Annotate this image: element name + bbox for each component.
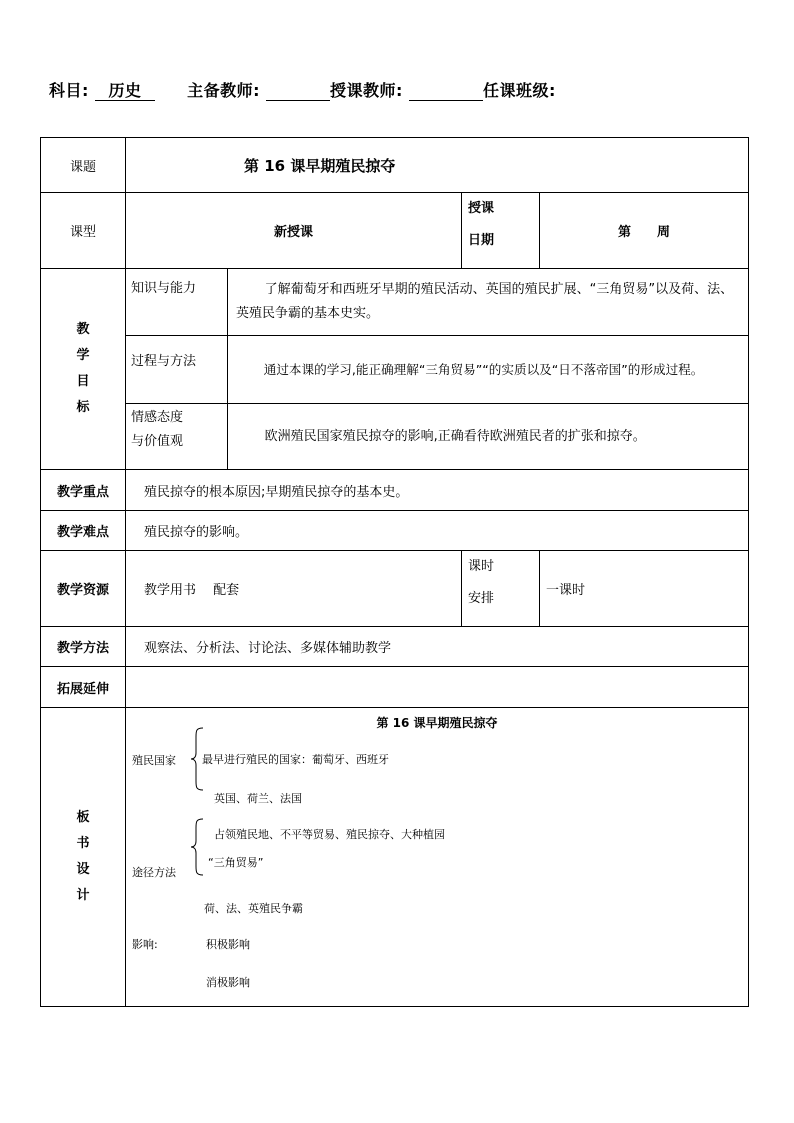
teacher-blank bbox=[409, 82, 483, 101]
type-label: 课型 bbox=[41, 193, 126, 269]
date-label-line2: 日期 bbox=[468, 233, 495, 248]
goal-text-knowledge: 了解葡萄牙和西班牙早期的殖民活动、英国的殖民扩展、“三角贸易”以及荷、法、英殖民争霸的基本史实。 bbox=[228, 269, 749, 336]
method-value: 观察法、分析法、讨论法、多媒体辅助教学 bbox=[126, 627, 749, 667]
title-value: 第 16 课早期殖民掠夺 bbox=[126, 138, 749, 193]
difficulty-label: 教学难点 bbox=[41, 511, 126, 551]
board-label-char: 设 bbox=[76, 862, 90, 877]
row-goal-2 bbox=[41, 336, 749, 404]
board-title: 第 16 课早期殖民掠夺 bbox=[376, 716, 498, 730]
row-resources bbox=[41, 551, 749, 627]
class-label: 任课班级: bbox=[483, 81, 556, 100]
row-extension bbox=[41, 667, 749, 708]
goal-label-knowledge: 知识与能力 bbox=[126, 269, 228, 336]
goal-label-process: 过程与方法 bbox=[126, 336, 228, 404]
key-label: 教学重点 bbox=[41, 470, 126, 511]
row-key bbox=[41, 470, 749, 511]
board-design-cell bbox=[126, 708, 749, 1007]
goal-text-process: 通过本课的学习,能正确理解“三角贸易”“的实质以及“日不落帝国”的形成过程。 bbox=[228, 336, 749, 404]
board-label bbox=[41, 708, 126, 1007]
impact-positive: 积极影响 bbox=[206, 938, 250, 951]
means-line2: “三角贸易” bbox=[208, 856, 264, 869]
key-value: 殖民掠夺的根本原因;早期殖民掠夺的基本史。 bbox=[126, 470, 749, 511]
extension-value bbox=[126, 667, 749, 708]
goal-label-emotion-line1: 情感态度 bbox=[131, 410, 184, 425]
means-label: 途径方法 bbox=[132, 866, 176, 879]
board-label-char: 计 bbox=[76, 888, 90, 903]
lead-teacher-label: 主备教师: bbox=[187, 81, 260, 100]
row-goal-1 bbox=[41, 269, 749, 336]
row-type bbox=[41, 193, 749, 269]
goals-label-char: 学 bbox=[76, 348, 90, 363]
board-label-char: 书 bbox=[76, 836, 90, 851]
row-goal-3 bbox=[41, 404, 749, 470]
hours-label bbox=[462, 551, 540, 627]
impact-negative: 消极影响 bbox=[206, 976, 250, 989]
resources-label: 教学资源 bbox=[41, 551, 126, 627]
extension-label: 拓展延伸 bbox=[41, 667, 126, 708]
goals-label bbox=[41, 269, 126, 470]
hours-label-line1: 课时 bbox=[468, 559, 495, 574]
date-label-line1: 授课 bbox=[468, 201, 495, 216]
goal-label-emotion-line2: 与价值观 bbox=[131, 434, 184, 449]
hours-value: 一课时 bbox=[540, 551, 749, 627]
type-value: 新授课 bbox=[126, 193, 462, 269]
rivalry: 荷、法、英殖民争霸 bbox=[204, 902, 303, 915]
document-header bbox=[49, 78, 556, 101]
goals-label-char: 目 bbox=[76, 374, 90, 389]
goal-label-emotion bbox=[126, 404, 228, 470]
method-label: 教学方法 bbox=[41, 627, 126, 667]
colonial-label: 殖民国家 bbox=[132, 754, 176, 767]
goals-label-char: 教 bbox=[76, 322, 90, 337]
colonial-line1: 最早进行殖民的国家：葡萄牙、西班牙 bbox=[202, 753, 389, 766]
row-difficulty bbox=[41, 511, 749, 551]
subject-value: 历史 bbox=[95, 82, 155, 101]
title-label: 课题 bbox=[41, 138, 126, 193]
row-board bbox=[41, 708, 749, 1007]
hours-label-line2: 安排 bbox=[468, 591, 495, 606]
lesson-plan-table bbox=[40, 137, 749, 1007]
impact-label: 影响: bbox=[132, 938, 158, 951]
lead-teacher-blank bbox=[266, 82, 330, 101]
row-title bbox=[41, 138, 749, 193]
teacher-label: 授课教师: bbox=[330, 81, 403, 100]
board-design bbox=[126, 708, 748, 1006]
goals-label-char: 标 bbox=[76, 400, 90, 415]
subject-label: 科目: bbox=[49, 81, 89, 100]
date-label bbox=[462, 193, 540, 269]
date-value: 第 周 bbox=[540, 193, 749, 269]
row-method bbox=[41, 627, 749, 667]
board-label-char: 板 bbox=[76, 810, 90, 825]
resources-value: 教学用书 配套 bbox=[126, 551, 462, 627]
left-brace-icon bbox=[190, 818, 204, 876]
difficulty-value: 殖民掠夺的影响。 bbox=[126, 511, 749, 551]
colonial-line2: 英国、荷兰、法国 bbox=[214, 792, 302, 805]
means-line1: 占领殖民地、不平等贸易、殖民掠夺、大种植园 bbox=[214, 828, 445, 841]
goal-text-emotion: 欧洲殖民国家殖民掠夺的影响,正确看待欧洲殖民者的扩张和掠夺。 bbox=[228, 404, 749, 470]
